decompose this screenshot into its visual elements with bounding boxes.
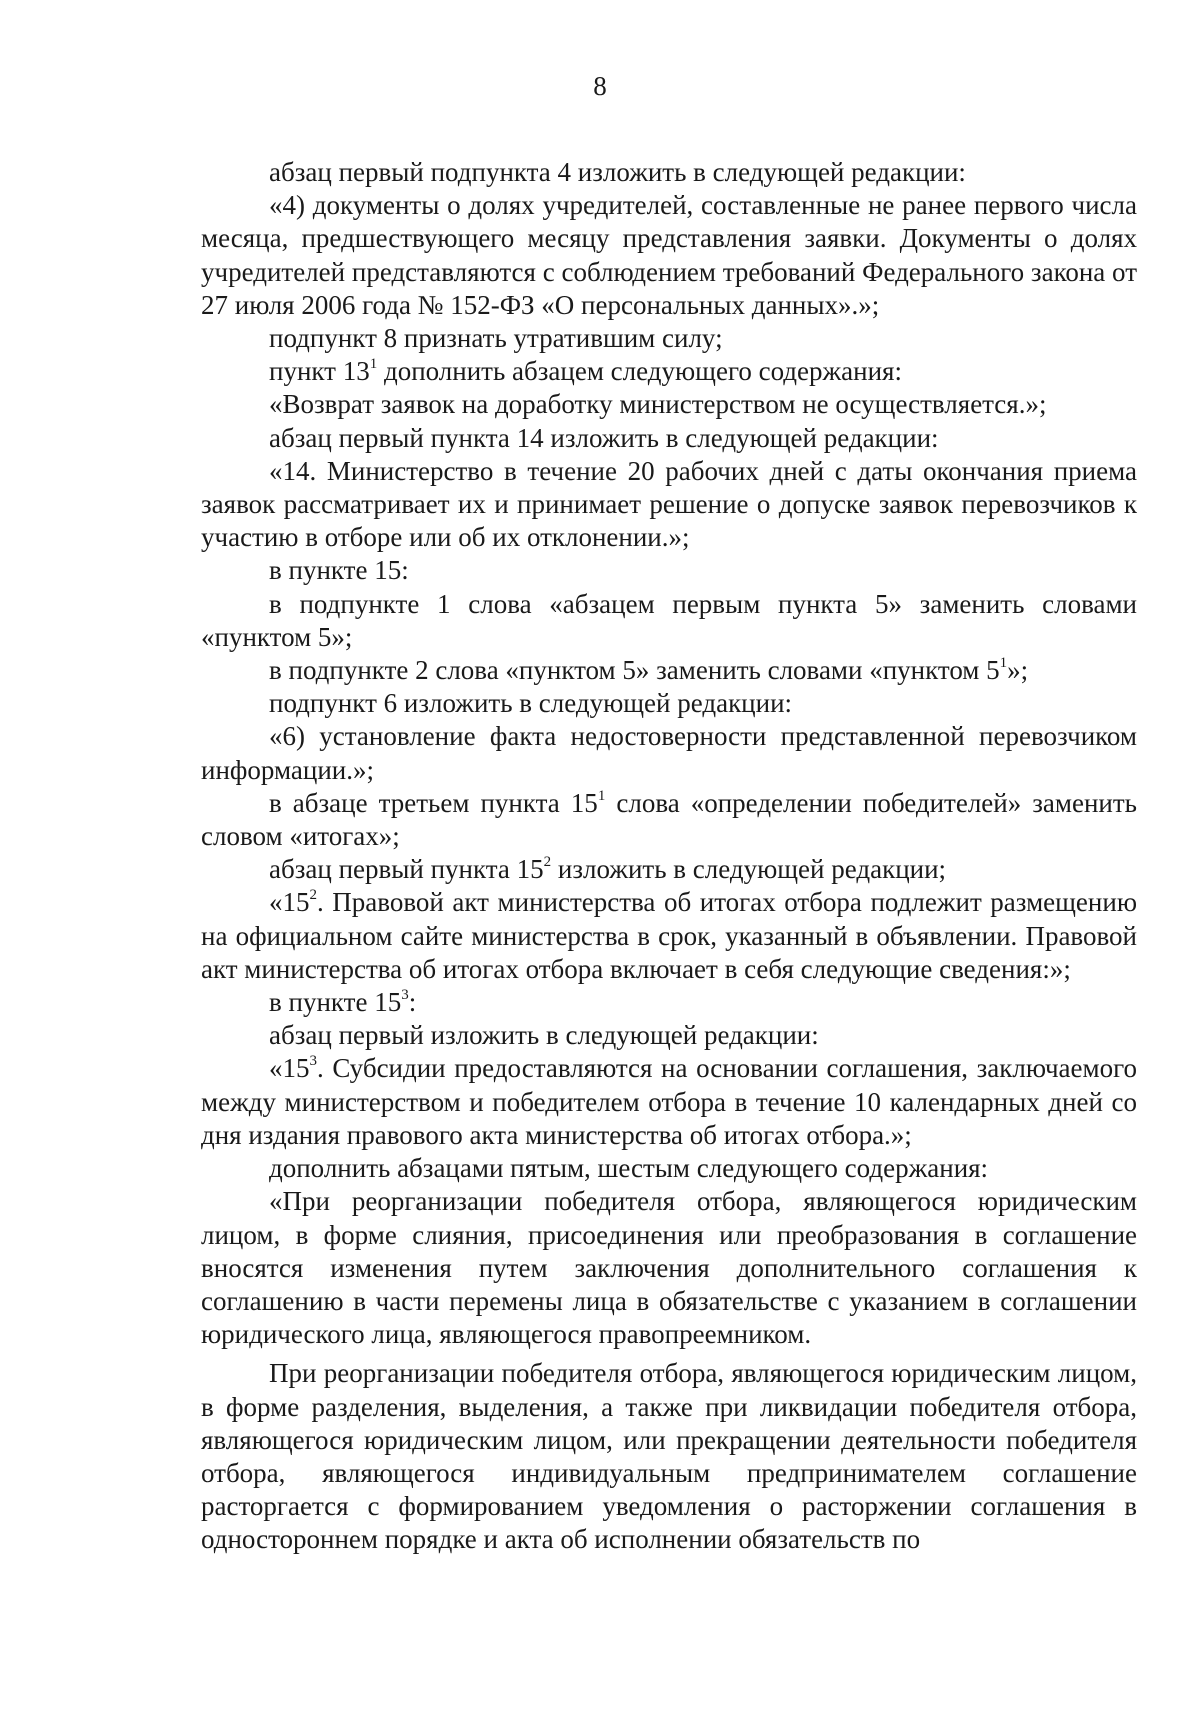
text-run: в подпункте 2 слова «пунктом 5» заменить словами «пунктом 5	[269, 655, 1000, 686]
paragraph	[201, 886, 1137, 986]
text-run: в пункте 15:	[269, 555, 409, 586]
text-run: дополнить абзацами пятым, шестым следующего содержания:	[269, 1153, 989, 1184]
text-run: . Субсидии предоставляются на основании соглашения, заключаемого между министерством и победителем отбора в течение 10 календарных дней со дня издания правового акта министерства об итогах отбора.»;	[201, 1053, 1137, 1150]
text-run: пункт 13	[269, 356, 370, 387]
paragraph	[201, 1052, 1137, 1152]
text-run: дополнить абзацем следующего содержания:	[377, 356, 902, 387]
text-run: подпункт 6 изложить в следующей редакции:	[269, 688, 793, 719]
text-run: «15	[269, 887, 310, 918]
superscript: 1	[597, 787, 606, 804]
text-run: абзац первый пункта 15	[269, 854, 544, 885]
superscript: 1	[369, 356, 378, 373]
text-run: абзац первый подпункта 4 изложить в следующей редакции:	[269, 157, 966, 187]
page-number: 8	[593, 71, 607, 101]
text-run: При реорганизации победителя отбора, являющегося юридическим лицом, в форме разделения, выделения, а также при ликвидации победителя отбора, являющегося юридическим лицом, или прекращении деятельности победителя отбора, являющегося индивидуальным предпринимателем соглашение расторгается с формированием уведомления о расторжении соглашения в одностороннем порядке и акта об исполнении обязательств по	[201, 1358, 1137, 1555]
text-run: «4) документы о долях учредителей, составленные не ранее первого числа месяца, предшествующего месяцу представления заявки. Документы о долях учредителей представляются с соблюдением требований Федерального закона от 27 июля 2006 года № 152-ФЗ «О персональных данных».»;	[201, 190, 1137, 320]
paragraph	[201, 1357, 1137, 1556]
text-run: »;	[1007, 655, 1029, 686]
paragraph	[201, 355, 1137, 388]
text-run: «Возврат заявок на доработку министерством не осуществляется.»;	[269, 389, 1047, 420]
text-run: изложить в следующей редакции;	[551, 854, 947, 885]
paragraph	[201, 554, 1137, 587]
paragraph	[201, 588, 1137, 654]
text-run: в подпункте 1 слова «абзацем первым пункта 5» заменить словами «пунктом 5»;	[201, 588, 1137, 652]
paragraph	[201, 455, 1137, 555]
paragraph	[201, 189, 1137, 322]
paragraph	[201, 787, 1137, 853]
document-body	[201, 156, 1137, 1557]
superscript: 3	[401, 987, 409, 1004]
superscript: 2	[309, 887, 317, 904]
text-run: «При реорганизации победителя отбора, являющегося юридическим лицом, в форме слияния, присоединения или преобразования в соглашение вносятся изменения путем заключения дополнительного соглашения к соглашению в части перемены лица в обязательстве с указанием в соглашении юридического лица, являющегося правопреемником.	[201, 1186, 1137, 1350]
text-run: слова «определении победителей» заменить словом «итогах»;	[201, 787, 1137, 852]
text-run: в абзаце третьем пункта 15	[269, 787, 598, 818]
text-run: абзац первый пункта 14 изложить в следующей редакции:	[269, 422, 939, 453]
superscript: 2	[543, 854, 552, 871]
superscript: 1	[999, 655, 1008, 672]
paragraph	[201, 156, 1137, 189]
paragraph	[201, 1019, 1137, 1052]
paragraph	[201, 422, 1137, 455]
text-run: «15	[269, 1053, 310, 1084]
paragraph	[201, 388, 1137, 421]
paragraph	[201, 687, 1137, 720]
text-run: «14. Министерство в течение 20 рабочих дней с даты окончания приема заявок рассматривает их и принимает решение о допуске заявок перевозчиков к участию в отборе или об их отклонении.»;	[201, 455, 1137, 553]
text-run: подпункт 8 признать утратившим силу;	[269, 323, 723, 354]
text-run: «6) установление факта недостоверности представленной перевозчиком информации.»;	[201, 721, 1137, 785]
paragraph	[201, 1185, 1137, 1351]
paragraph	[201, 1152, 1137, 1185]
text-run: :	[408, 987, 417, 1018]
paragraph	[201, 654, 1137, 687]
paragraph	[201, 720, 1137, 786]
paragraph	[201, 986, 1137, 1019]
paragraph	[201, 853, 1137, 886]
text-run: . Правовой акт министерства об итогах отбора подлежит размещению на официальном сайте министерства в срок, указанный в объявлении. Правовой акт министерства об итогах отбора включает в себя следующие сведения:»;	[201, 887, 1137, 984]
paragraph	[201, 322, 1137, 355]
text-run: в пункте 15	[269, 987, 402, 1018]
text-run: абзац первый изложить в следующей редакции:	[269, 1020, 819, 1051]
superscript: 3	[309, 1053, 317, 1070]
